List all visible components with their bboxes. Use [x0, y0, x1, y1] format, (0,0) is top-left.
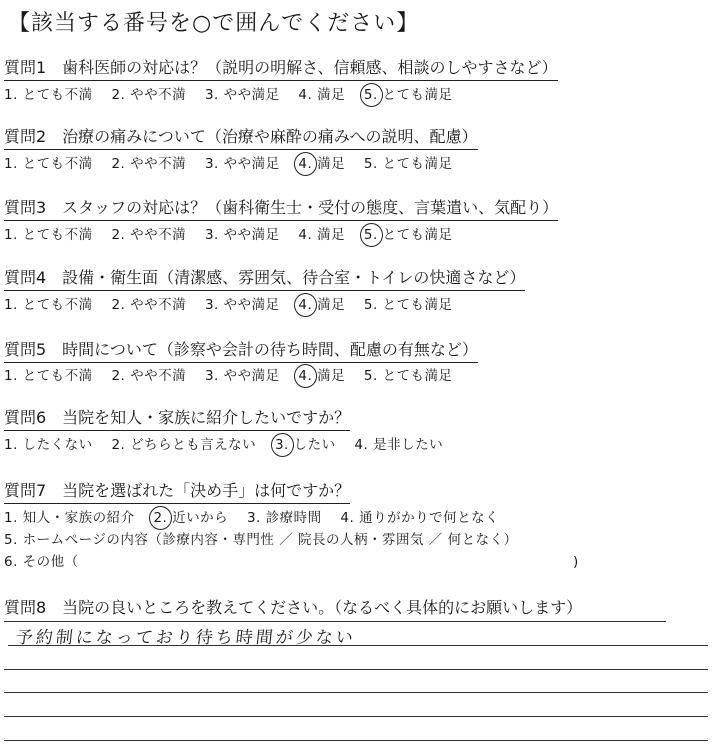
question-3-label: 質問3 スタッフの対応は？（歯科衛生士・受付の態度、言葉遣い、気配り） [4, 198, 558, 221]
q3-option-4[interactable]: 4. 満足 [298, 227, 346, 243]
answer-line-5 [4, 740, 708, 741]
q7-option-1[interactable]: 1. 知人・家族の紹介 [4, 510, 135, 526]
q7-option-4[interactable]: 4. 通りがかりで何となく [340, 510, 500, 526]
q1-option-5-circled[interactable]: 5. とても満足 [363, 87, 453, 103]
q7-option-6[interactable]: 6. その他（ [4, 554, 79, 570]
q6-option-3-circled[interactable]: 3. したい [274, 437, 336, 453]
answer-line-4 [4, 716, 708, 717]
question-7-options-row-2 [4, 531, 532, 549]
answer-rule-top [4, 621, 666, 622]
q1-option-3[interactable]: 3. やや満足 [204, 87, 280, 103]
q5-option-5[interactable]: 5. とても満足 [363, 368, 453, 384]
q6-option-2[interactable]: 2. どちらとも言えない [111, 437, 257, 453]
q2-option-2[interactable]: 2. やや不満 [111, 156, 187, 172]
q3-option-3[interactable]: 3. やや満足 [204, 227, 280, 243]
q3-option-1[interactable]: 1. とても不満 [4, 227, 93, 243]
q5-option-4-circled[interactable]: 4. 満足 [298, 368, 346, 384]
q4-option-1[interactable]: 1. とても不満 [4, 297, 93, 313]
question-5-label: 質問5 時間について（診察や会計の待ち時間、配慮の有無など） [4, 340, 478, 363]
q1-option-4[interactable]: 4. 満足 [298, 87, 346, 103]
q7-option-5[interactable]: 5. ホームページの内容（診療内容・専門性 ／ 院長の人柄・雰囲気 ／ 何となく） [4, 532, 518, 548]
q3-option-5-circled[interactable]: 5. とても満足 [363, 227, 453, 243]
handwritten-answer[interactable]: 予約制になっており待ち時間が少ない [14, 628, 357, 648]
question-4-label: 質問4 設備・衛生面（清潔感、雰囲気、待合室・トイレの快適さなど） [4, 268, 525, 291]
q7-option-2-circled[interactable]: 2. 近いから [153, 510, 229, 526]
question-6-options [4, 436, 457, 454]
question-7-options-row-3 [4, 553, 93, 571]
question-4-options [4, 296, 467, 314]
q1-option-2[interactable]: 2. やや不満 [111, 87, 187, 103]
q2-option-3[interactable]: 3. やや満足 [204, 156, 280, 172]
question-3-options [4, 226, 467, 244]
q7-option-3[interactable]: 3. 診療時間 [246, 510, 322, 526]
q5-option-3[interactable]: 3. やや満足 [204, 368, 280, 384]
question-1-options [4, 86, 467, 104]
q4-option-4-circled[interactable]: 4. 満足 [298, 297, 346, 313]
question-6-label: 質問6 当院を知人・家族に紹介したいですか？ [4, 408, 350, 431]
q4-option-2[interactable]: 2. やや不満 [111, 297, 187, 313]
q5-option-2[interactable]: 2. やや不満 [111, 368, 187, 384]
q6-option-1[interactable]: 1. したくない [4, 437, 93, 453]
q4-option-3[interactable]: 3. やや満足 [204, 297, 280, 313]
q4-option-5[interactable]: 5. とても満足 [363, 297, 453, 313]
question-7-label: 質問7 当院を選ばれた「決め手」は何ですか？ [4, 481, 350, 504]
question-1-label: 質問1 歯科医師の対応は？（説明の明解さ、信頼感、相談のしやすさなど） [4, 58, 558, 81]
question-2-label: 質問2 治療の痛みについて（治療や麻酔の痛みへの説明、配慮） [4, 127, 478, 150]
question-7-options-row-1 [4, 509, 513, 527]
q3-option-2[interactable]: 2. やや不満 [111, 227, 187, 243]
q2-option-1[interactable]: 1. とても不満 [4, 156, 93, 172]
answer-line-3 [4, 692, 708, 693]
answer-line-1 [8, 645, 708, 646]
q5-option-1[interactable]: 1. とても不満 [4, 368, 93, 384]
question-8-label: 質問8 当院の良いところを教えてください。（なるべく具体的にお願いします） [4, 598, 583, 617]
q2-option-4-circled[interactable]: 4. 満足 [298, 156, 346, 172]
q6-option-4[interactable]: 4. 是非したい [354, 437, 444, 453]
question-5-options [4, 367, 467, 385]
q2-option-5[interactable]: 5. とても満足 [363, 156, 453, 172]
q1-option-1[interactable]: 1. とても不満 [4, 87, 93, 103]
question-2-options [4, 155, 467, 173]
answer-line-2 [4, 669, 708, 670]
q7-other-close-paren: ) [573, 554, 579, 570]
survey-title: 【該当する番号を○で囲んでください】 [8, 11, 420, 36]
